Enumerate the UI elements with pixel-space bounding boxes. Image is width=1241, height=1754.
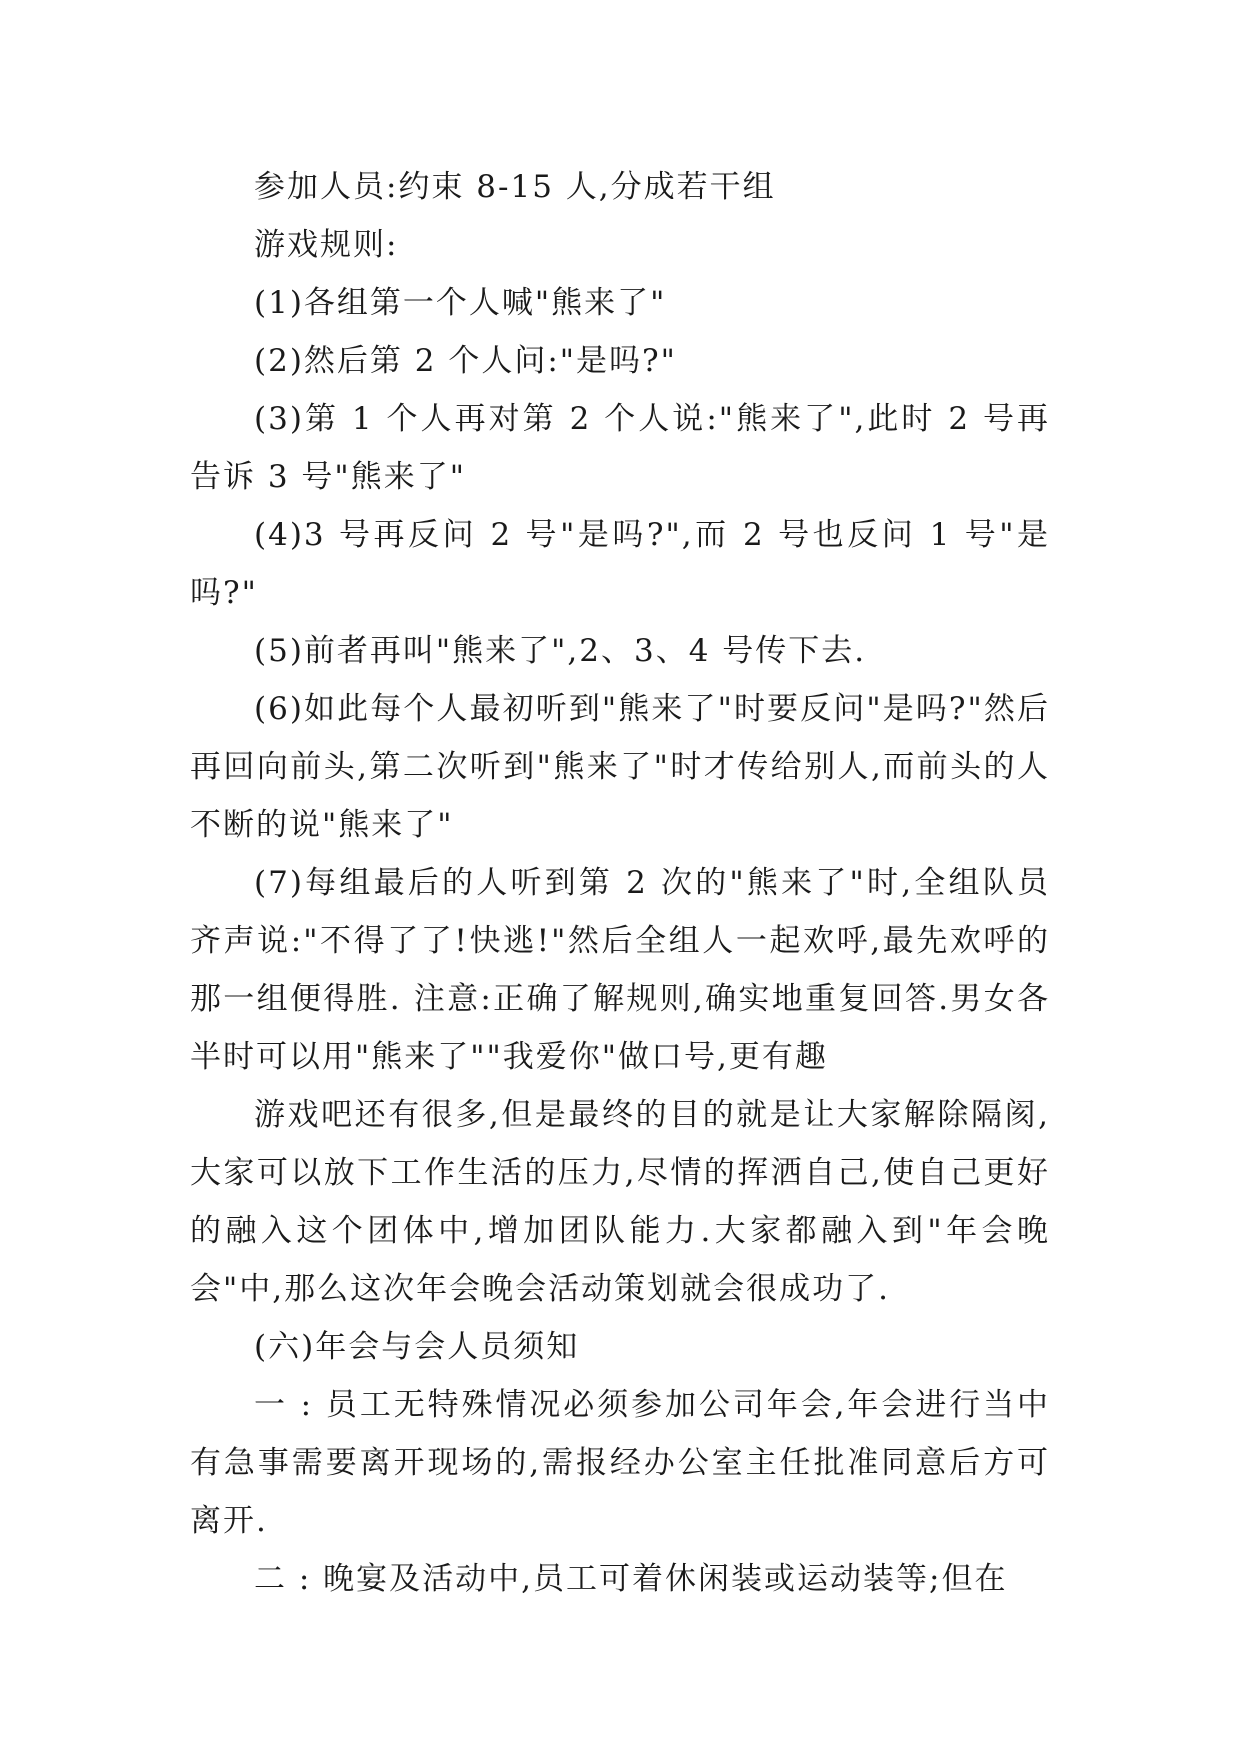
paragraph-summary: 游戏吧还有很多,但是最终的目的就是让大家解除隔阂,大家可以放下工作生活的压力,尽情的挥洒自己,使自己更好的融入这个团体中,增加团队能力.大家都融入到"年会晚会"中,那么这次年会晚会活动策划就会很成功了. [190,1097,1050,1307]
paragraph-participants: 参加人员:约束 8-15 人,分成若干组 [254,169,776,205]
paragraph-notice-2: 二 : 晚宴及活动中,员工可着休闲装或运动装等;但在 [254,1561,1008,1597]
paragraph-rule-6: (6)如此每个人最初听到"熊来了"时要反问"是吗?"然后再回向前头,第二次听到"熊来了"时才传给别人,而前头的人不断的说"熊来了" [190,691,1050,843]
paragraph-rule-7: (7)每组最后的人听到第 2 次的"熊来了"时,全组队员齐声说:"不得了了!快逃!"然后全组人一起欢呼,最先欢呼的那一组便得胜. 注意:正确了解规则,确实地重复回答.男女各半时可以用"熊来了""我爱你"做口号,更有趣 [190,865,1050,1075]
paragraph-rule-3: (3)第 1 个人再对第 2 个人说:"熊来了",此时 2 号再告诉 3 号"熊来了" [190,401,1050,495]
paragraph-rule-1: (1)各组第一个人喊"熊来了" [254,285,667,321]
section-heading-attendee-notice: (六)年会与会人员须知 [254,1329,580,1365]
paragraph-rule-2: (2)然后第 2 个人问:"是吗?" [254,343,677,379]
document-body [190,158,1050,1608]
paragraph-notice-1: 一 : 员工无特殊情况必须参加公司年会,年会进行当中有急事需要离开现场的,需报经办公室主任批准同意后方可离开. [190,1387,1050,1539]
paragraph-rule-5: (5)前者再叫"熊来了",2、3、4 号传下去. [254,633,867,669]
paragraph-rule-4: (4)3 号再反问 2 号"是吗?",而 2 号也反问 1 号"是吗?" [190,517,1050,611]
paragraph-rules-heading: 游戏规则: [254,227,399,263]
